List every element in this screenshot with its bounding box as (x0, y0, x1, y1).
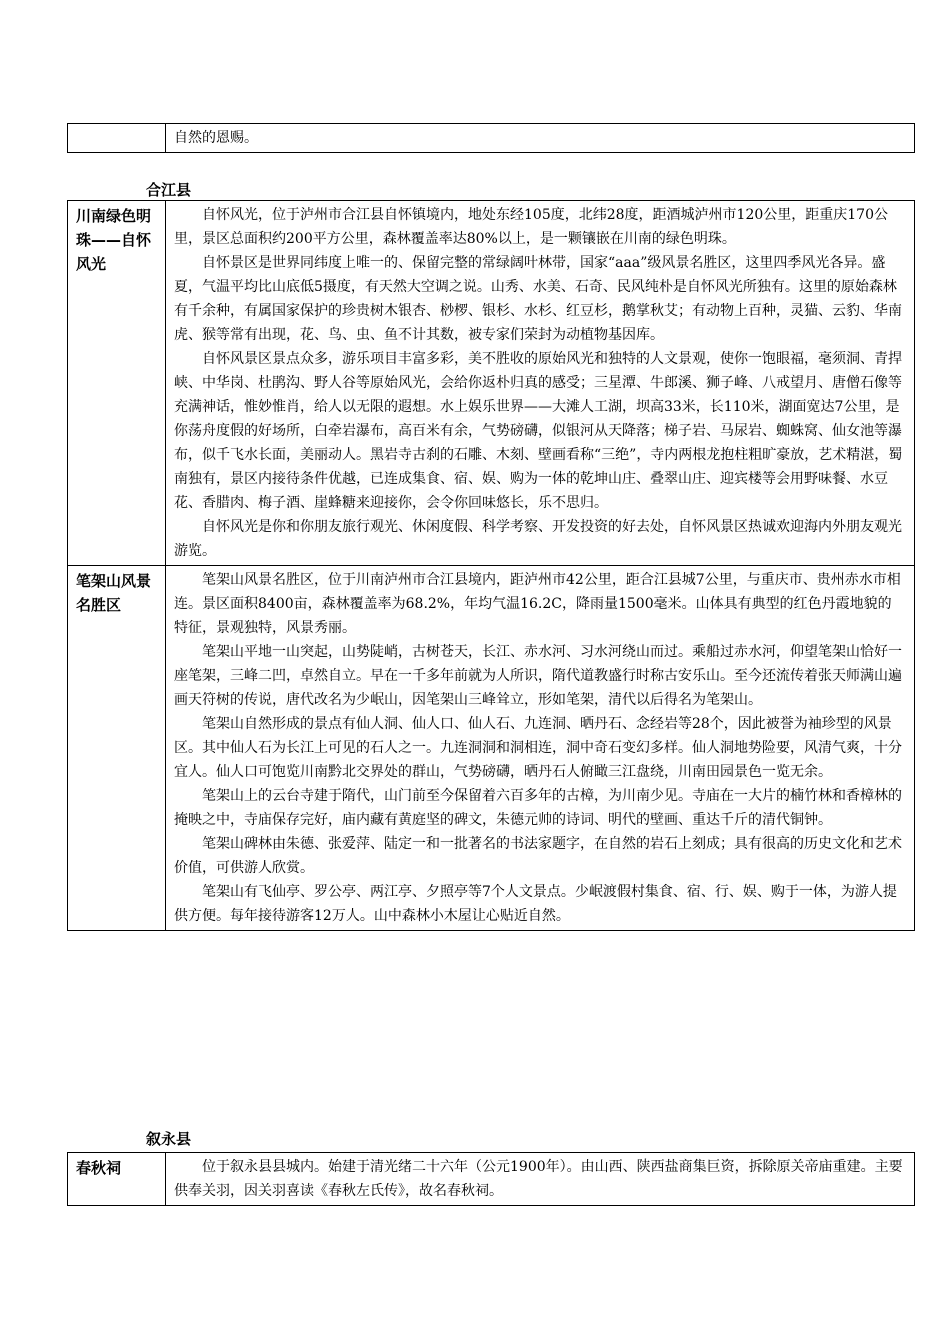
county-heading: 合江县 (146, 181, 192, 199)
paragraph: 笔架山自然形成的景点有仙人洞、仙人口、仙人石、九连洞、晒丹石、念经岩等28个，因此被誉为袖珍型的风景区。其中仙人石为长江上可见的石人之一。九连洞洞和洞相连，洞中奇石变幻多样。仙人洞地势险要，风清气爽，十分宜人。仙人口可饱览川南黔北交界处的群山，气势磅礴，晒丹石人俯瞰三江盘绕，川南田园景色一览无余。 (174, 716, 902, 780)
scenic-table (67, 200, 915, 931)
scenic-name-cell: 春秋祠 (68, 1153, 166, 1206)
description-cell (166, 201, 915, 566)
paragraph: 笔架山碑林由朱德、张爱萍、陆定一和一批著名的书法家题字，在自然的岩石上刻成；具有很高的历史文化和艺术价值，可供游人欣赏。 (174, 836, 902, 876)
paragraph: 笔架山有飞仙亭、罗公亭、两江亭、夕照亭等7个人文景点。少岷渡假村集食、宿、行、娱、购于一体，为游人提供方便。每年接待游客12万人。山中森林小木屋让心贴近自然。 (174, 884, 897, 924)
paragraph: 自怀风光，位于泸州市合江县自怀镇境内，地处东经105度，北纬28度，距酒城泸州市120公里，距重庆170公里，景区总面积约200平方公里，森林覆盖率达80%以上，是一颗镶嵌在川南的绿色明珠。 (174, 207, 888, 247)
table-row (68, 124, 915, 153)
table-row (68, 1153, 915, 1206)
table-row (68, 566, 915, 931)
description-cell (166, 1153, 915, 1206)
empty-label-cell (68, 124, 166, 153)
paragraph: 自怀风景区景点众多，游乐项目丰富多彩，美不胜收的原始风光和独特的人文景观，使你一饱眼福，毫须洞、青捍峡、中华岗、杜鹃沟、野人谷等原始风光，会给你返朴归真的感受；三星潭、牛郎溪、狮子峰、八戒望月、唐僧石像等充满神话，惟妙惟肖，给人以无限的遐想。水上娱乐世界——大滩人工湖，坝高33米，长110米，湖面宽达7公里，是你荡舟度假的好场所，白牵岩瀑布，高百米有余，气势磅礴，似银河从天降落；梯子岩、马尿岩、蜘蛛窝、仙女池等瀑布，似千飞水长面，美丽动人。黑岩寺古刹的石雕、木刻、壁画看称“三绝”，寺内两根龙抱柱粗旷豪放，艺术精湛，蜀南独有，景区内接待条件优越，已连成集食、宿、娱、购为一体的乾坤山庄、叠翠山庄、迎宾楼等会用野味餐、水豆花、香腊肉、梅子酒、崖蜂糖来迎接你，会令你回味悠长，乐不思归。 (174, 351, 903, 511)
paragraph: 位于叙永县县城内。始建于清光绪二十六年（公元1900年）。由山西、陕西盐商集巨资，拆除原关帝庙重建。主要供奉关羽，因关羽喜读《春秋左氏传》，故名春秋祠。 (174, 1159, 903, 1199)
paragraph: 笔架山平地一山突起，山势陡峭，古树苍天，长江、赤水河、习水河绕山而过。乘船过赤水河，仰望笔架山恰好一座笔架，三峰二凹，卓然自立。早在一千多年前就为人所识，隋代道教盛行时称古安乐山。至今还流传着张天师满山遍画天符树的传说，唐代改名为少岷山，因笔架山三峰耸立，形如笔架，清代以后得名为笔架山。 (174, 644, 902, 708)
scenic-name-cell: 川南绿色明珠——自怀风光 (68, 201, 166, 566)
scenic-table (67, 1152, 915, 1206)
top-continuation-table (67, 123, 915, 153)
paragraph: 笔架山风景名胜区，位于川南泸州市合江县境内，距泸州市42公里，距合江县城7公里，与重庆市、贵州赤水市相连。景区面积8400亩，森林覆盖率为68.2%，年均气温16.2C，降雨量1500毫米。山体具有典型的红色丹霞地貌的特征，景观独特，风景秀丽。 (174, 572, 901, 636)
paragraph: 自然的恩赐。 (174, 130, 258, 146)
table-row (68, 201, 915, 566)
paragraph: 自怀风光是你和你朋友旅行观光、休闲度假、科学考察、开发投资的好去处，自怀风景区热诚欢迎海内外朋友观光游览。 (174, 519, 902, 559)
paragraph: 自怀景区是世界同纬度上唯一的、保留完整的常绿阔叶林带，国家“aaa”级风景名胜区，这里四季风光各异。盛夏，气温平均比山底低5摄度，有天然大空调之说。山秀、水美、石奇、民风纯朴是自怀风光所独有。这里的原始森林有千余种，有属国家保护的珍贵树木银杏、桫椤、银杉、水杉、红豆杉，鹅掌秋艾；有动物上百种，灵猫、云豹、华南虎、猴等常有出现，花、鸟、虫、鱼不计其数，被专家们荣封为动植物基因库。 (174, 255, 902, 343)
description-cell (166, 566, 915, 931)
description-cell (166, 124, 915, 153)
paragraph: 笔架山上的云台寺建于隋代，山门前至今保留着六百多年的古樟，为川南少见。寺庙在一大片的楠竹林和香樟林的掩映之中，寺庙保存完好，庙内藏有黄庭坚的碑文，朱德元帅的诗词、明代的壁画、重达千斤的清代铜钟。 (174, 788, 902, 828)
county-heading: 叙永县 (146, 1130, 192, 1148)
scenic-name-cell: 笔架山风景名胜区 (68, 566, 166, 931)
